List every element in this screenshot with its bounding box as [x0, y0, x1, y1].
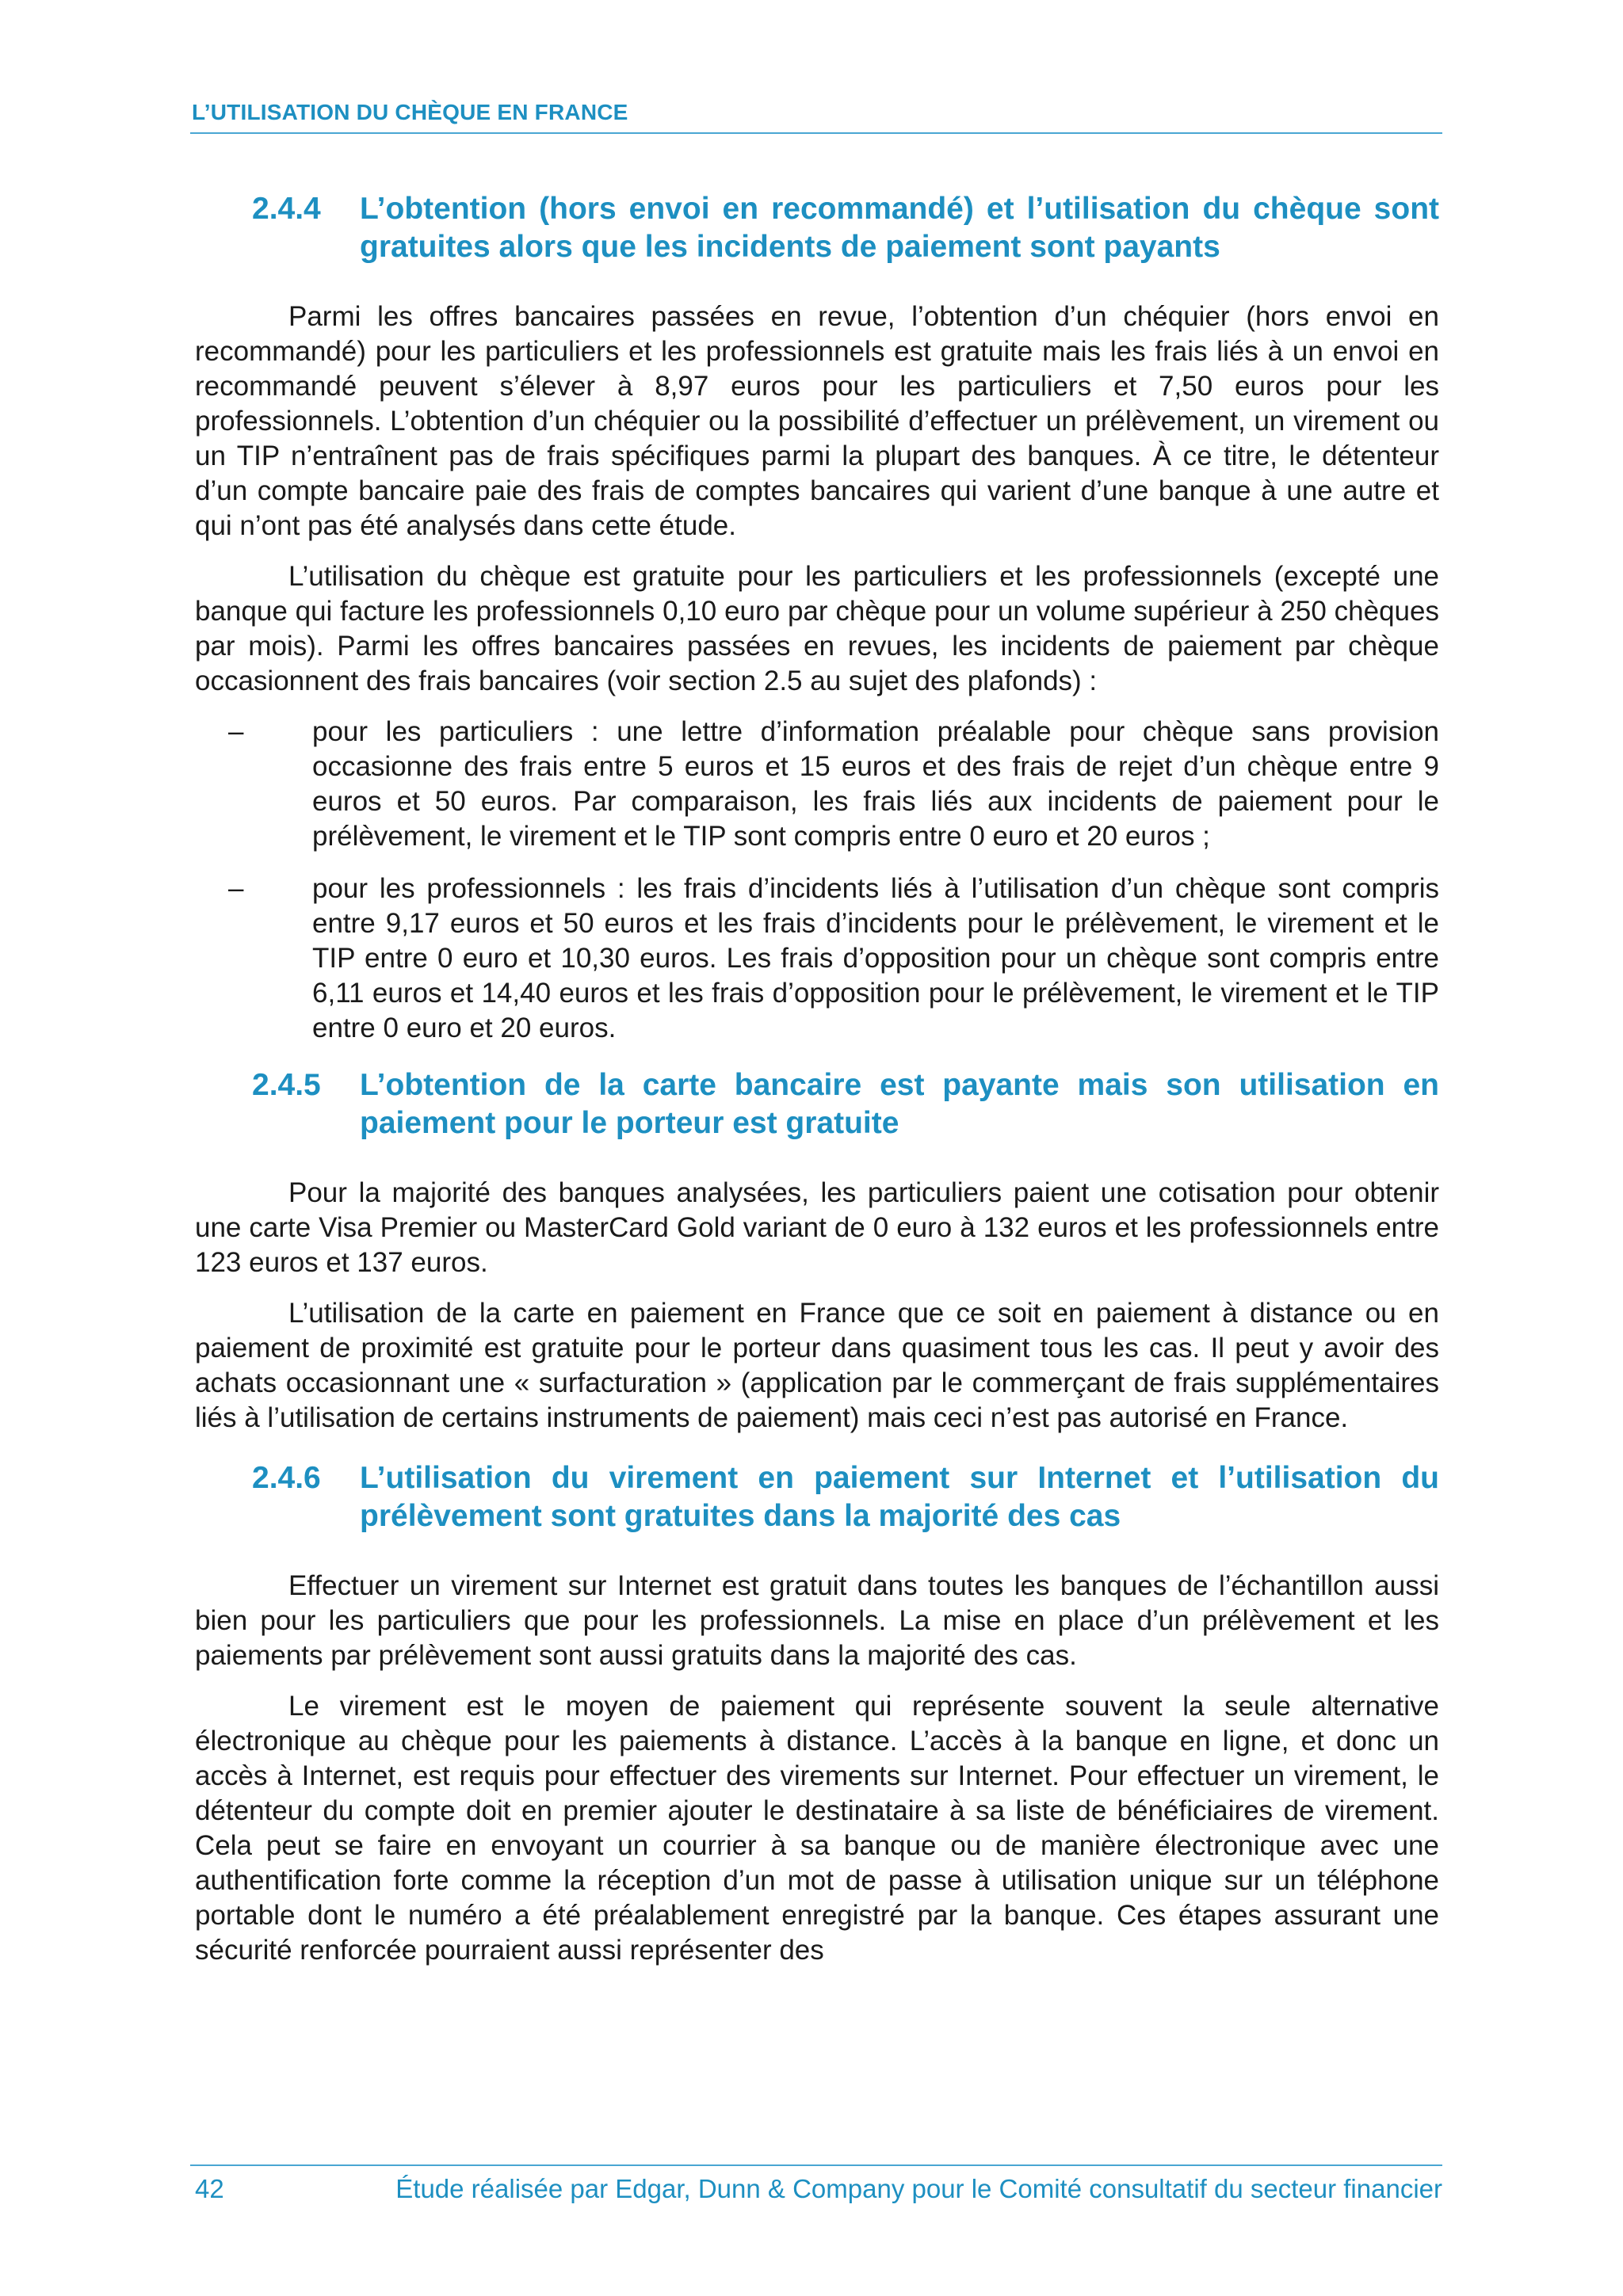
bullet-list: [195, 715, 1439, 1046]
header-rule: [190, 132, 1442, 134]
bullet-text: pour les professionnels : les frais d’incidents liés à l’utilisation d’un chèque sont compris entre 9,17 euros et 50 euros et les frais d’incidents pour le prélèvement, le virement et le TIP entre 0 euro et 10,30 euros. Les frais d’opposition pour un chèque sont compris entre 6,11 euros et 14,40 euros et les frais d’opposition pour le prélèvement, le virement et le TIP entre 0 euro et 20 euros.: [312, 873, 1439, 1043]
section-title: L’obtention de la carte bancaire est payante mais son utilisation en paiement pour le porteur est gratuite: [360, 1068, 1439, 1140]
footer-credit: Étude réalisée par Edgar, Dunn & Company pour le Comité consultatif du secteur financier: [395, 2174, 1442, 2203]
paragraph: Parmi les offres bancaires passées en revue, l’obtention d’un chéquier (hors envoi en recommandé) pour les particuliers et les professionnels est gratuite mais les frais liés à un envoi en recommandé peuvent s’élever à 8,97 euros pour les particuliers et 7,50 euros pour les professionnels. L’obtention d’un chéquier ou la possibilité d’effectuer un prélèvement, un virement ou un TIP n’entraînent pas de frais spécifiques parmi la plupart des banques. À ce titre, le détenteur d’un compte bancaire paie des frais de comptes bancaires qui varient d’une banque à une autre et qui n’ont pas été analysés dans cette étude.: [195, 301, 1439, 541]
paragraph: L’utilisation du chèque est gratuite pour les particuliers et les professionnels (excepté une banque qui facture les professionnels 0,10 euro par chèque pour un volume supérieur à 250 chèques par mois). Parmi les offres bancaires passées en revues, les incidents de paiement par chèque occasionnent des frais bancaires (voir section 2.5 au sujet des plafonds) :: [195, 561, 1439, 696]
section-number: 2.4.6: [252, 1461, 321, 1495]
section-title: L’utilisation du virement en paiement sur Internet et l’utilisation du prélèvement sont gratuites dans la majorité des cas: [360, 1461, 1439, 1533]
list-item: [195, 715, 1439, 854]
paragraph: Effectuer un virement sur Internet est gratuit dans toutes les banques de l’échantillon aussi bien pour les particuliers que pour les professionnels. La mise en place d’un prélèvement et les paiements par prélèvement sont aussi gratuits dans la majorité des cas.: [195, 1570, 1439, 1671]
running-header: L’UTILISATION DU CHÈQUE EN FRANCE: [192, 100, 628, 124]
section-number: 2.4.5: [252, 1068, 321, 1102]
list-item: [195, 871, 1439, 1046]
section-heading-2-4-6: [195, 1459, 1439, 1535]
page-body: [195, 190, 1439, 1984]
paragraph: L’utilisation de la carte en paiement en France que ce soit en paiement à distance ou en paiement de proximité est gratuite pour le porteur dans quasiment tous les cas. Il peut y avoir des achats occasionnant une « surfacturation » (application par le commerçant de frais supplémentaires liés à l’utilisation de certains instruments de paiement) mais ceci n’est pas autorisé en France.: [195, 1298, 1439, 1433]
paragraph: Le virement est le moyen de paiement qui représente souvent la seule alternative électronique au chèque pour les paiements à distance. L’accès à la banque en ligne, et donc un accès à Internet, est requis pour effectuer des virements sur Internet. Pour effectuer un virement, le détenteur du compte doit en premier ajouter le destinataire à sa liste de bénéficiaires de virement. Cela peut se faire en envoyant un courrier à sa banque ou de manière électronique avec une authentification forte comme la réception d’un mot de passe à utilisation unique sur un téléphone portable dont le numéro a été préalablement enregistré par la banque. Ces étapes assurant une sécurité renforcée pourraient aussi représenter des: [195, 1691, 1439, 1966]
section-heading-2-4-5: [195, 1066, 1439, 1142]
section-number: 2.4.4: [252, 192, 321, 226]
section-title: L’obtention (hors envoi en recommandé) et l’utilisation du chèque sont gratuites alors que les incidents de paiement sont payants: [360, 192, 1439, 264]
bullet-text: pour les particuliers : une lettre d’information préalable pour chèque sans provision occasionne des frais entre 5 euros et 15 euros et des frais de rejet d’un chèque entre 9 euros et 50 euros. Par comparaison, les frais liés aux incidents de paiement pour le prélèvement, le virement et le TIP sont compris entre 0 euro et 20 euros ;: [312, 716, 1439, 852]
page-number: 42: [195, 2174, 224, 2203]
footer-rule: [190, 2164, 1442, 2166]
bullet-dash: –: [228, 873, 244, 904]
paragraph: Pour la majorité des banques analysées, les particuliers paient une cotisation pour obtenir une carte Visa Premier ou MasterCard Gold variant de 0 euro à 132 euros et les professionnels entre 123 euros et 137 euros.: [195, 1177, 1439, 1278]
section-heading-2-4-4: [195, 190, 1439, 266]
bullet-dash: –: [228, 716, 244, 747]
